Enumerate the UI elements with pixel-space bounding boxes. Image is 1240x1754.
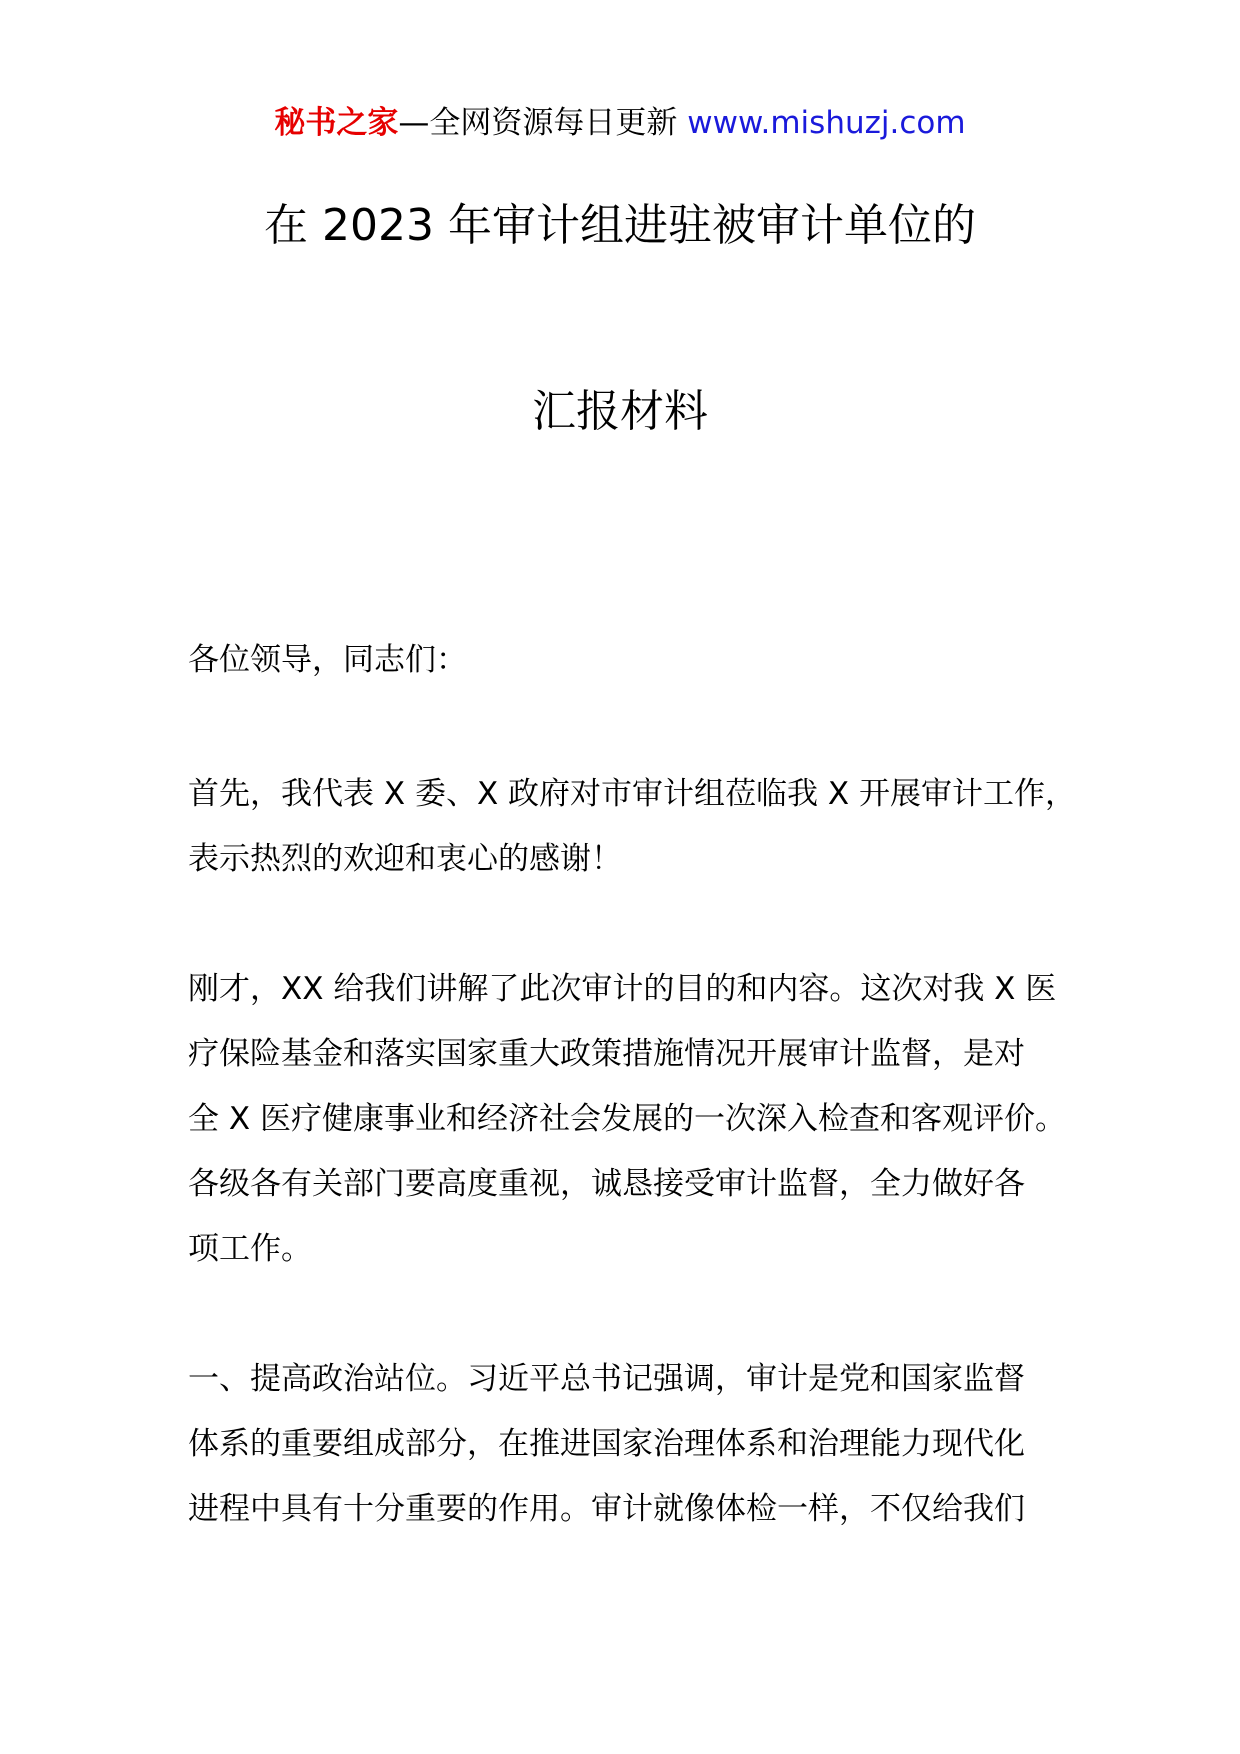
paragraph-line: 各级各有关部门要高度重视，诚恳接受审计监督，全力做好各 bbox=[188, 1166, 1025, 1202]
paragraph-line: 疗保险基金和落实国家重大政策措施情况开展审计监督，是对 bbox=[188, 1036, 1025, 1072]
watermark-header bbox=[0, 100, 1240, 146]
brand-name: 秘书之家 bbox=[274, 105, 399, 141]
paragraph-1 bbox=[188, 762, 1088, 892]
paragraph-line: 体系的重要组成部分，在推进国家治理体系和治理能力现代化 bbox=[188, 1426, 1025, 1462]
paragraph-3 bbox=[188, 1347, 1088, 1542]
paragraph-line: 一、提高政治站位。习近平总书记强调，审计是党和国家监督 bbox=[188, 1361, 1025, 1397]
paragraph-2 bbox=[188, 957, 1088, 1282]
paragraph-line: 进程中具有十分重要的作用。审计就像体检一样，不仅给我们 bbox=[188, 1491, 1025, 1527]
paragraph-line: 首先，我代表 X 委、X 政府对市审计组莅临我 X 开展审计工作， bbox=[188, 776, 1076, 812]
document-title-line-2: 汇报材料 bbox=[532, 386, 708, 437]
paragraph-line: 全 X 医疗健康事业和经济社会发展的一次深入检查和客观评价。 bbox=[188, 1101, 1066, 1137]
paragraph-line: 表示热烈的欢迎和衷心的感谢！ bbox=[188, 841, 622, 877]
document-title-line-1: 在 2023 年审计组进驻被审计单位的 bbox=[264, 200, 976, 251]
greeting: 各位领导，同志们： bbox=[188, 642, 467, 678]
paragraph-line: 刚才，XX 给我们讲解了此次审计的目的和内容。这次对我 X 医 bbox=[188, 971, 1057, 1007]
paragraph-line: 项工作。 bbox=[188, 1231, 312, 1267]
site-url: www.mishuzj.com bbox=[687, 105, 966, 141]
header-tagline: —全网资源每日更新 bbox=[398, 105, 688, 141]
